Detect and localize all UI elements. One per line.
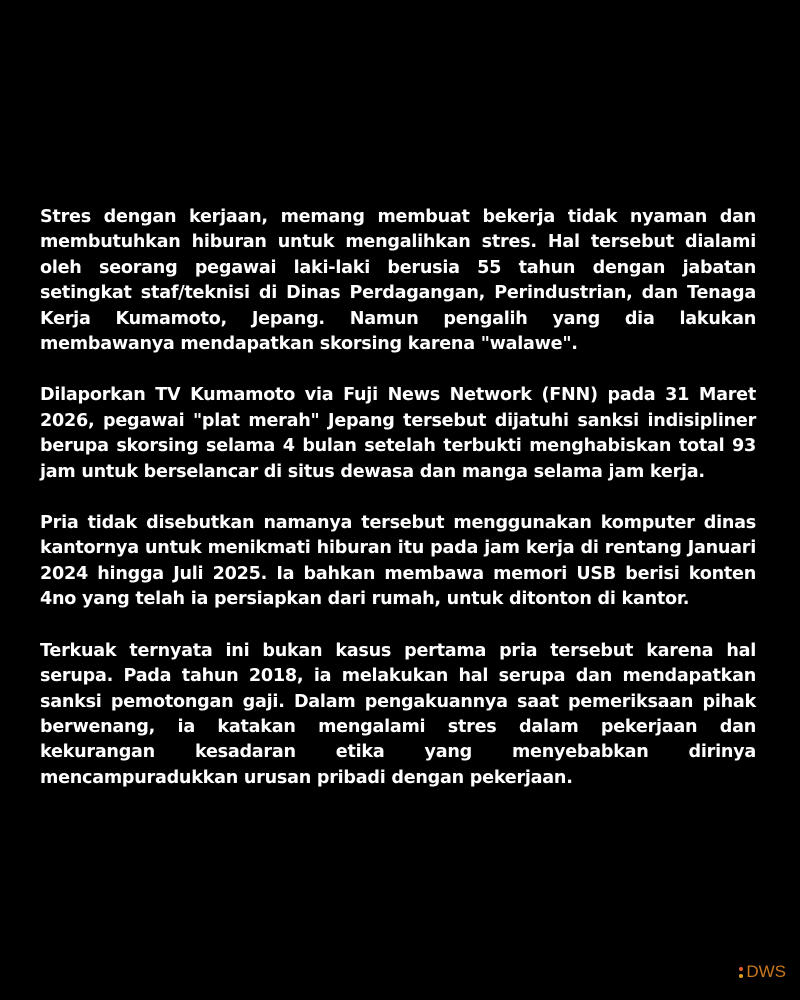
article-paragraph-2: Dilaporkan TV Kumamoto via Fuji News Network (FNN) pada 31 Maret 2026, pegawai "plat merah" Jepang tersebut dijatuhi sanksi indisipliner berupa skorsing selama 4 bulan setelah terbukti menghabiskan total 93 jam untuk berselancar di situs dewasa dan manga selama jam kerja.	[40, 385, 756, 482]
brand-logo	[739, 962, 786, 982]
logo-text: DWS	[746, 962, 786, 981]
logo-dots-icon	[739, 967, 743, 978]
article-paragraph-4: Terkuak ternyata ini bukan kasus pertama pria tersebut karena hal serupa. Pada tahun 2018, ia melakukan hal serupa dan mendapatkan sanksi pemotongan gaji. Dalam pengakuannya saat pemeriksaan pihak berwenang, ia katakan mengalami stres dalam pekerjaan dan kekurangan kesadaran etika yang menyebabkan dirinya mencampuradukkan urusan pribadi dengan pekerjaan.	[40, 640, 756, 788]
logo-dot-bottom	[739, 974, 743, 978]
article-body	[40, 205, 756, 817]
logo-dot-top	[739, 967, 743, 971]
article-paragraph-1: Stres dengan kerjaan, memang membuat bekerja tidak nyaman dan membutuhkan hiburan untuk mengalihkan stres. Hal tersebut dialami oleh seorang pegawai laki-laki berusia 55 tahun dengan jabatan setingkat staf/teknisi di Dinas Perdagangan, Perindustrian, dan Tenaga Kerja Kumamoto, Jepang. Namun pengalih yang dia lakukan membawanya mendapatkan skorsing karena "walawe".	[40, 207, 756, 355]
article-paragraph-3: Pria tidak disebutkan namanya tersebut menggunakan komputer dinas kantornya untuk menikmati hiburan itu pada jam kerja di rentang Januari 2024 hingga Juli 2025. Ia bahkan membawa memori USB berisi konten 4no yang telah ia persiapkan dari rumah, untuk ditonton di kantor.	[40, 513, 756, 610]
